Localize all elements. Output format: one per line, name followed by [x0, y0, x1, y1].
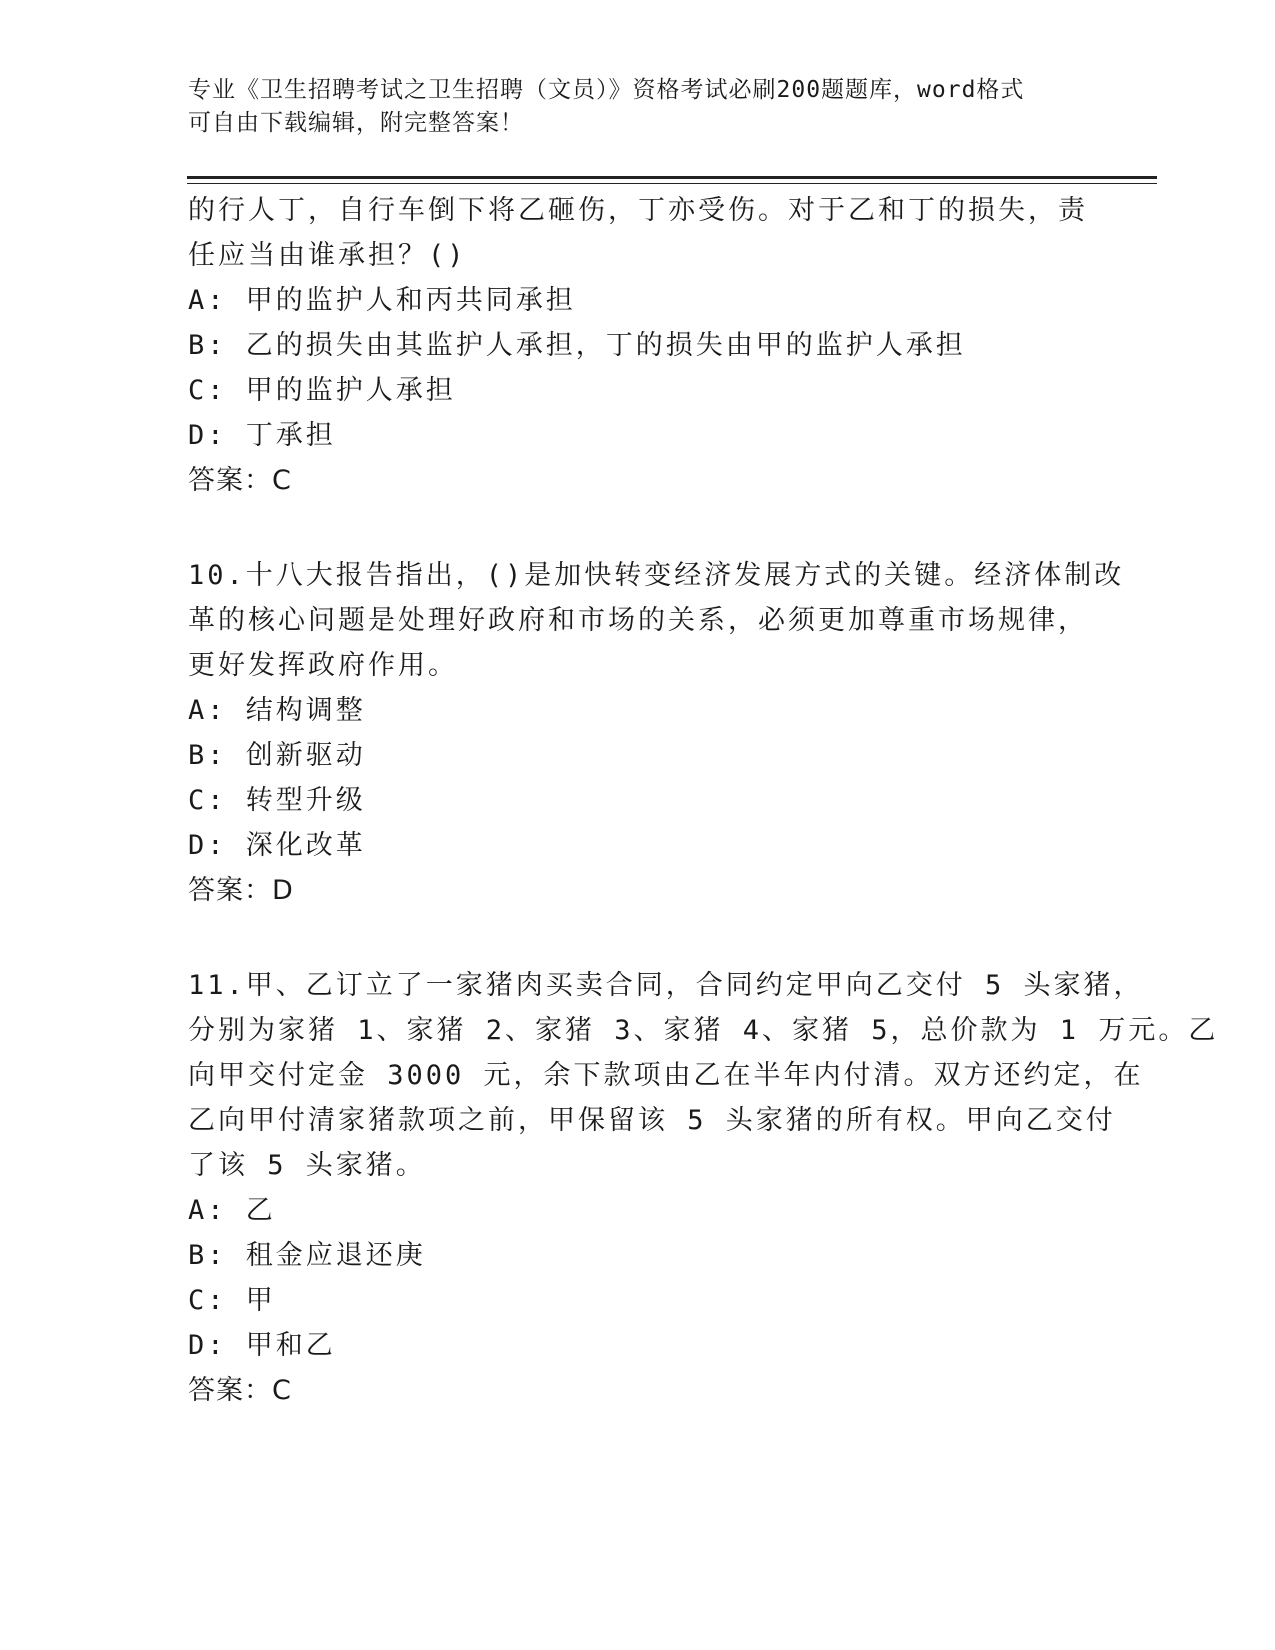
document-body [188, 188, 1219, 1413]
option-c: C: 甲的监护人承担 [188, 375, 456, 406]
question-text-line: 更好发挥政府作用。 [188, 650, 458, 681]
answer-line: 答案：C [188, 1375, 292, 1406]
option-b: B: 乙的损失由其监护人承担，丁的损失由甲的监护人承担 [188, 330, 966, 361]
option-a: A: 甲的监护人和丙共同承担 [188, 285, 576, 316]
header-title-line-1: 专业《卫生招聘考试之卫生招聘（文员）》资格考试必刷200题题库，word格式 [188, 77, 1025, 103]
option-d: D: 丁承担 [188, 420, 336, 451]
question-10 [188, 553, 1125, 913]
option-d: D: 深化改革 [188, 830, 366, 861]
document-header [188, 74, 1068, 140]
option-d: D: 甲和乙 [188, 1330, 336, 1361]
header-divider-thin [187, 183, 1157, 184]
question-text-line: 向甲交付定金 3000 元，余下款项由乙在半年内付清。双方还约定，在 [188, 1060, 1144, 1091]
option-b: B: 租金应退还庚 [188, 1240, 426, 1271]
header-title-line-2: 可自由下载编辑，附完整答案！ [188, 110, 524, 136]
question-text-line: 10.十八大报告指出，()是加快转变经济发展方式的关键。经济体制改 [188, 560, 1125, 591]
question-text-line: 的行人丁，自行车倒下将乙砸伤，丁亦受伤。对于乙和丁的损失，责 [188, 195, 1088, 226]
question-text-line: 分别为家猪 1、家猪 2、家猪 3、家猪 4、家猪 5，总价款为 1 万元。乙 [188, 1015, 1219, 1046]
question-text-line: 任应当由谁承担？() [188, 240, 467, 271]
option-b: B: 创新驱动 [188, 740, 366, 771]
option-c: C: 甲 [188, 1285, 276, 1316]
question-11 [188, 963, 1219, 1413]
option-c: C: 转型升级 [188, 785, 366, 816]
answer-line: 答案：C [188, 465, 292, 496]
option-a: A: 乙 [188, 1195, 276, 1226]
header-divider-thick [187, 176, 1157, 179]
question-text-line: 了该 5 头家猪。 [188, 1150, 426, 1181]
question-text-line: 11.甲、乙订立了一家猪肉买卖合同，合同约定甲向乙交付 5 头家猪， [188, 970, 1144, 1001]
answer-line: 答案：D [188, 875, 294, 906]
question-9-continued [188, 188, 1088, 503]
option-a: A: 结构调整 [188, 695, 366, 726]
question-text-line: 乙向甲付清家猪款项之前，甲保留该 5 头家猪的所有权。甲向乙交付 [188, 1105, 1116, 1136]
question-text-line: 革的核心问题是处理好政府和市场的关系，必须更加尊重市场规律， [188, 605, 1088, 636]
